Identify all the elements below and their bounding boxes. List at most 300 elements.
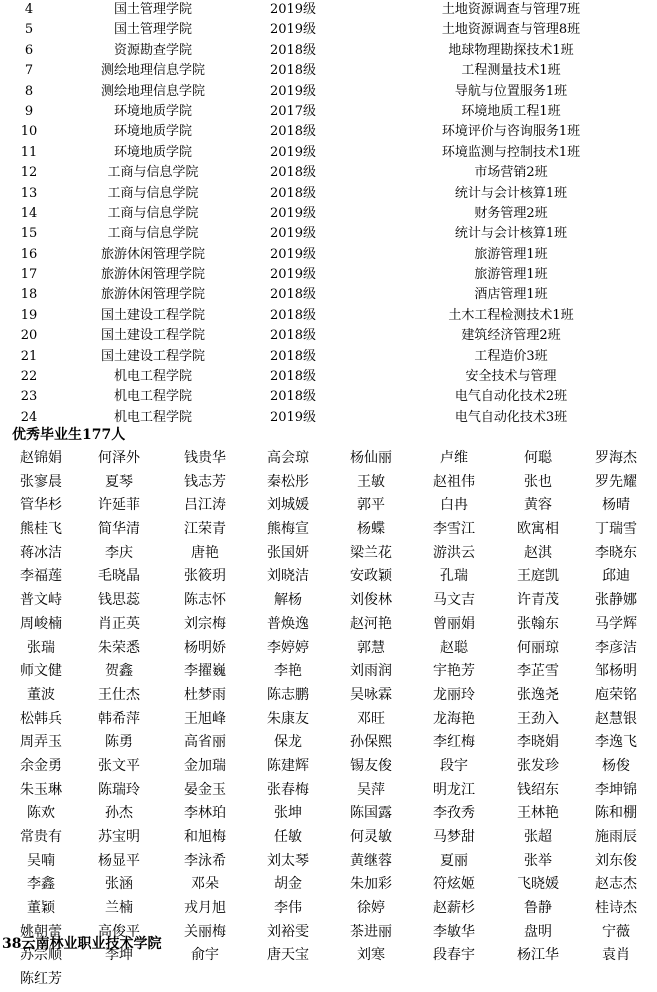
grade-cell: 2017级 — [269, 103, 317, 119]
graduate-name: 常贵有 — [20, 829, 62, 845]
graduate-name: 张寥晨 — [20, 473, 62, 490]
graduate-name: 张也 — [524, 473, 552, 490]
graduate-name: 李艳 — [274, 663, 302, 680]
graduate-name: 李泳希 — [184, 852, 226, 869]
row-number: 19 — [20, 307, 38, 323]
graduate-name: 简华清 — [98, 521, 140, 538]
graduate-name: 钱思蕊 — [98, 592, 140, 609]
grade-cell: 2019级 — [269, 246, 317, 262]
graduate-name: 兰楠 — [105, 900, 133, 917]
row-number: 22 — [20, 369, 38, 385]
graduate-name: 陈和棚 — [595, 805, 637, 822]
class-cell: 导航与位置服务1班 — [454, 83, 568, 99]
graduate-name: 朱玉琳 — [20, 781, 62, 798]
graduate-name: 松韩兵 — [20, 710, 62, 727]
row-number: 18 — [20, 287, 38, 303]
college-cell: 国土建设工程学院 — [100, 307, 205, 323]
graduate-name: 何泽外 — [98, 450, 140, 466]
graduate-name: 刘俊林 — [350, 592, 392, 609]
row-number: 20 — [20, 328, 38, 344]
graduate-name: 钱志芳 — [184, 473, 226, 490]
graduate-name: 朱荣悉 — [98, 639, 140, 656]
graduate-name: 刘晓洁 — [267, 568, 309, 585]
graduate-name: 张举 — [524, 852, 552, 869]
graduate-name: 肖正英 — [98, 615, 140, 632]
college-cell: 工商与信息学院 — [107, 165, 199, 181]
grade-cell: 2018级 — [269, 389, 317, 405]
row-number: 15 — [20, 226, 38, 242]
class-table — [0, 0, 657, 428]
graduate-name: 梁兰花 — [350, 544, 392, 561]
graduate-name: 曾丽娟 — [433, 615, 475, 632]
grade-cell: 2018级 — [269, 42, 317, 58]
table-row — [0, 143, 657, 163]
graduate-name: 邓朵 — [191, 876, 219, 893]
graduate-name: 飞晓媛 — [517, 876, 559, 893]
graduate-name: 李林珀 — [184, 805, 226, 822]
graduate-name: 李坤锦 — [595, 781, 637, 798]
grade-cell: 2019级 — [269, 22, 317, 38]
college-cell: 机电工程学院 — [113, 389, 192, 405]
graduate-name: 邹杨明 — [595, 663, 637, 680]
graduate-name: 夏丽 — [440, 852, 468, 869]
row-number: 6 — [24, 42, 34, 58]
table-row — [0, 163, 657, 183]
class-cell: 电气自动化技术2班 — [454, 389, 568, 405]
row-number: 24 — [20, 409, 38, 425]
row-number: 7 — [24, 63, 34, 79]
graduate-name: 宇艳芳 — [433, 663, 475, 680]
graduate-name: 白冉 — [440, 497, 468, 514]
class-cell: 土地资源调查与管理7班 — [441, 2, 581, 17]
graduate-name: 刘东俊 — [595, 852, 637, 869]
row-number: 10 — [20, 124, 38, 140]
graduate-name: 刘雨润 — [350, 663, 392, 680]
graduate-name: 江荣青 — [184, 521, 226, 538]
graduate-name: 李彦洁 — [595, 639, 637, 656]
graduate-name: 刘裕雯 — [267, 923, 309, 940]
graduate-name: 陈瑞玲 — [98, 781, 140, 798]
graduate-name: 秦松彤 — [267, 473, 309, 490]
grade-cell: 2019级 — [269, 2, 317, 17]
graduate-name: 许延菲 — [98, 497, 140, 514]
graduate-name: 陈建辉 — [267, 757, 309, 774]
class-cell: 旅游管理1班 — [474, 267, 548, 283]
graduate-name: 黄继蓉 — [350, 852, 392, 869]
table-row — [0, 204, 657, 224]
list-item — [0, 755, 657, 779]
graduate-name: 熊桂飞 — [20, 521, 62, 538]
class-cell: 安全技术与管理 — [465, 369, 557, 385]
table-row — [0, 61, 657, 81]
college-cell: 环境地质学院 — [113, 103, 192, 119]
graduate-name: 李庆 — [105, 544, 133, 561]
college-cell: 机电工程学院 — [113, 369, 192, 385]
grade-cell: 2019级 — [269, 226, 317, 242]
graduate-name: 赵薪杉 — [433, 900, 475, 917]
graduate-name: 罗先耀 — [595, 473, 637, 490]
college-cell: 环境地质学院 — [113, 144, 192, 160]
graduate-name: 明龙江 — [433, 781, 475, 798]
class-cell: 环境评价与咨询服务1班 — [441, 124, 581, 140]
graduate-name: 桂诗杰 — [595, 900, 637, 917]
grade-cell: 2018级 — [269, 165, 317, 181]
table-row — [0, 306, 657, 326]
graduate-name: 杜梦雨 — [184, 686, 226, 703]
graduate-name: 赵河艳 — [350, 615, 392, 632]
list-item — [0, 708, 657, 732]
graduate-name: 王庭凯 — [517, 568, 559, 585]
college-cell: 国土管理学院 — [113, 22, 192, 38]
graduate-name: 钱绍东 — [517, 781, 559, 798]
graduate-name: 董颖 — [27, 900, 55, 917]
grade-cell: 2019级 — [269, 409, 317, 425]
graduate-name: 赵慧银 — [595, 710, 637, 727]
class-cell: 财务管理2班 — [474, 205, 548, 221]
class-cell: 环境监测与控制技术1班 — [441, 144, 581, 160]
graduate-name: 欧寓相 — [517, 521, 559, 538]
graduate-name: 张逸尧 — [517, 686, 559, 703]
graduate-name: 戎月旭 — [184, 900, 226, 917]
graduate-name: 刘城媛 — [267, 497, 309, 514]
class-cell: 工程造价3班 — [474, 348, 548, 364]
row-number: 4 — [24, 2, 34, 17]
grade-cell: 2018级 — [269, 287, 317, 303]
list-item — [0, 873, 657, 897]
row-number: 5 — [24, 22, 34, 38]
graduate-name: 晏金玉 — [184, 781, 226, 798]
table-row — [0, 122, 657, 142]
graduate-name: 游洪云 — [433, 544, 475, 561]
graduate-name: 周弄玉 — [20, 734, 62, 751]
graduate-name: 杨晴 — [602, 497, 630, 514]
list-item — [0, 494, 657, 518]
graduate-name: 郭慧 — [357, 639, 385, 656]
graduate-name: 张瑞 — [27, 639, 55, 656]
graduate-name: 高省丽 — [184, 734, 226, 751]
list-item — [0, 518, 657, 542]
graduate-name: 茶进丽 — [350, 923, 392, 940]
list-item — [0, 542, 657, 566]
grade-cell: 2018级 — [269, 63, 317, 79]
graduate-name: 张文平 — [98, 757, 140, 774]
college-cell: 环境地质学院 — [113, 124, 192, 140]
graduate-name: 吴咏霖 — [350, 686, 392, 703]
table-row — [0, 184, 657, 204]
graduate-name: 李红梅 — [433, 734, 475, 751]
graduate-name: 李坤 — [105, 947, 133, 964]
college-cell: 工商与信息学院 — [107, 185, 199, 201]
grade-cell: 2018级 — [269, 124, 317, 140]
graduates-name-grid — [0, 447, 657, 992]
list-item — [0, 589, 657, 613]
graduate-name: 何聪 — [524, 450, 552, 466]
class-cell: 工程测量技术1班 — [461, 63, 561, 79]
table-row — [0, 0, 657, 20]
graduate-name: 金加瑞 — [184, 757, 226, 774]
graduate-name: 苏宝明 — [98, 829, 140, 845]
graduate-name: 朱加彩 — [350, 876, 392, 893]
graduate-name: 王旭峰 — [184, 710, 226, 727]
graduate-name: 和旭梅 — [184, 829, 226, 845]
graduate-name: 马梦甜 — [433, 829, 475, 845]
graduate-name: 李敏华 — [433, 923, 475, 940]
graduate-name: 钱贵华 — [184, 450, 226, 466]
row-number: 17 — [20, 267, 38, 283]
list-item — [0, 447, 657, 471]
graduate-name: 鲁静 — [524, 900, 552, 917]
graduate-name: 赵锦娟 — [20, 450, 62, 466]
graduate-name: 张超 — [524, 829, 552, 845]
graduate-name: 苏宗顺 — [20, 947, 62, 964]
graduate-name: 赵志杰 — [595, 876, 637, 893]
table-row — [0, 285, 657, 305]
graduate-name: 徐婷 — [357, 900, 385, 917]
list-item — [0, 850, 657, 874]
table-row — [0, 387, 657, 407]
graduate-name: 罗海杰 — [595, 450, 637, 466]
graduate-name: 蒋冰洁 — [20, 544, 62, 561]
class-cell: 电气自动化技术3班 — [454, 409, 568, 425]
graduate-name: 姚朝蕾 — [20, 923, 62, 940]
graduate-name: 李伟 — [274, 900, 302, 917]
list-item — [0, 660, 657, 684]
grade-cell: 2018级 — [269, 328, 317, 344]
table-row — [0, 41, 657, 61]
table-row — [0, 367, 657, 387]
class-cell: 地球物理勘探技术1班 — [448, 42, 574, 58]
class-cell: 统计与会计核算1班 — [454, 185, 568, 201]
graduate-name: 李晓娟 — [517, 734, 559, 751]
grade-cell: 2019级 — [269, 205, 317, 221]
row-number: 23 — [20, 389, 38, 405]
graduate-name: 吕江涛 — [184, 497, 226, 514]
graduate-name: 保龙 — [274, 734, 302, 751]
graduate-name: 唐天宝 — [267, 947, 309, 964]
graduate-name: 孔瑞 — [440, 568, 468, 585]
graduate-name: 杨显平 — [98, 852, 140, 869]
graduate-name: 丁瑞雪 — [595, 521, 637, 538]
graduate-name: 段春宇 — [433, 947, 475, 964]
college-cell: 工商与信息学院 — [107, 226, 199, 242]
college-cell: 国土建设工程学院 — [100, 328, 205, 344]
graduate-name: 朱康友 — [267, 710, 309, 727]
graduate-name: 张筱玥 — [184, 568, 226, 585]
table-row — [0, 224, 657, 244]
college-cell: 旅游休闲管理学院 — [100, 287, 205, 303]
college-cell: 国土建设工程学院 — [100, 348, 205, 364]
graduate-name: 胡金 — [274, 876, 302, 893]
row-number: 13 — [20, 185, 38, 201]
graduate-name: 普焕逸 — [267, 615, 309, 632]
graduate-name: 管华杉 — [20, 497, 62, 514]
graduate-name: 高俊平 — [98, 923, 140, 940]
college-cell: 国土管理学院 — [113, 2, 192, 17]
college-cell: 测绘地理信息学院 — [100, 83, 205, 99]
row-number: 8 — [24, 83, 34, 99]
graduate-name: 孙杰 — [105, 805, 133, 822]
table-row — [0, 347, 657, 367]
graduate-name: 锡友俊 — [350, 757, 392, 774]
grade-cell: 2018级 — [269, 348, 317, 364]
graduate-name: 王劲入 — [517, 710, 559, 727]
graduate-name: 庖荣铭 — [595, 686, 637, 703]
class-cell: 土木工程检测技术1班 — [448, 307, 574, 323]
graduate-name: 俞宇 — [191, 947, 219, 964]
graduate-name: 邱迪 — [602, 568, 630, 585]
graduate-name: 邓旺 — [357, 710, 385, 727]
graduate-name: 黄容 — [524, 497, 552, 514]
graduate-name: 王敏 — [357, 473, 385, 490]
grade-cell: 2018级 — [269, 369, 317, 385]
grade-cell: 2018级 — [269, 185, 317, 201]
graduate-name: 安政颖 — [350, 568, 392, 585]
table-row — [0, 265, 657, 285]
graduate-name: 贺鑫 — [105, 663, 133, 680]
row-number: 9 — [24, 103, 34, 119]
class-cell: 环境地质工程1班 — [461, 103, 561, 119]
row-number: 11 — [20, 144, 38, 160]
graduate-name: 李晓东 — [595, 544, 637, 561]
graduate-name: 许青茂 — [517, 592, 559, 609]
graduate-name: 施雨辰 — [595, 829, 637, 845]
graduate-name: 宁薇 — [602, 923, 630, 940]
row-number: 14 — [20, 205, 38, 221]
graduate-name: 毛晓晶 — [98, 568, 140, 585]
list-item — [0, 826, 657, 850]
college-cell: 机电工程学院 — [113, 409, 192, 425]
table-row — [0, 245, 657, 265]
graduate-name: 龙海艳 — [433, 710, 475, 727]
graduate-name: 吴萍 — [357, 781, 385, 798]
list-item — [0, 637, 657, 661]
list-item — [0, 802, 657, 826]
graduate-name: 吴喃 — [27, 852, 55, 869]
college-cell: 资源勘查学院 — [113, 42, 192, 58]
class-cell: 旅游管理1班 — [474, 246, 548, 262]
graduate-name: 孙保熙 — [350, 734, 392, 751]
graduate-name: 陈红芳 — [20, 971, 62, 988]
graduate-name: 杨蝶 — [357, 521, 385, 538]
graduate-name: 熊梅宣 — [267, 521, 309, 538]
graduate-name: 关丽梅 — [184, 923, 226, 940]
row-number: 21 — [20, 348, 38, 364]
graduate-name: 杨明娇 — [184, 639, 226, 656]
list-item — [0, 613, 657, 637]
list-item — [0, 471, 657, 495]
graduate-name: 陈志怀 — [184, 592, 226, 609]
class-cell: 建筑经济管理2班 — [461, 328, 561, 344]
graduate-name: 周峻楠 — [20, 615, 62, 632]
list-item — [0, 968, 657, 992]
graduate-name: 师文健 — [20, 663, 62, 680]
class-cell: 土地资源调查与管理8班 — [441, 22, 581, 38]
graduate-name: 陈欢 — [27, 805, 55, 822]
graduate-name: 普文峙 — [20, 592, 62, 609]
graduate-name: 王林艳 — [517, 805, 559, 822]
graduate-name: 唐艳 — [191, 544, 219, 561]
graduate-name: 李福莲 — [20, 568, 62, 585]
graduate-name: 王仕杰 — [98, 686, 140, 703]
graduate-name: 高会琼 — [267, 450, 309, 466]
graduate-name: 陈志鹏 — [267, 686, 309, 703]
graduate-name: 盘明 — [524, 923, 552, 940]
graduate-name: 李芷雪 — [517, 663, 559, 680]
graduate-name: 刘宗梅 — [184, 615, 226, 632]
table-row — [0, 102, 657, 122]
graduate-name: 张国妍 — [267, 544, 309, 561]
row-number: 16 — [20, 246, 38, 262]
graduate-name: 余金勇 — [20, 757, 62, 774]
graduate-name: 马学辉 — [595, 615, 637, 632]
graduate-name: 杨仙丽 — [350, 450, 392, 466]
graduate-name: 郭平 — [357, 497, 385, 514]
graduate-name: 韩希萍 — [98, 710, 140, 727]
graduate-name: 袁肖 — [602, 947, 630, 964]
graduate-name: 张发珍 — [517, 757, 559, 774]
table-row — [0, 20, 657, 40]
graduate-name: 何丽琼 — [517, 639, 559, 656]
table-row — [0, 82, 657, 102]
graduate-name: 张涵 — [105, 876, 133, 893]
graduate-name: 李擢巍 — [184, 663, 226, 680]
class-cell: 酒店管理1班 — [474, 287, 548, 303]
graduate-name: 赵淇 — [524, 544, 552, 561]
graduate-name: 杨江华 — [517, 947, 559, 964]
list-item — [0, 731, 657, 755]
graduate-name: 刘太琴 — [267, 852, 309, 869]
graduate-name: 卢维 — [440, 450, 468, 466]
class-cell: 市场营销2班 — [474, 165, 548, 181]
graduate-name: 马文吉 — [433, 592, 475, 609]
graduate-name: 张坤 — [274, 805, 302, 822]
graduate-name: 张春梅 — [267, 781, 309, 798]
graduate-name: 李孜秀 — [433, 805, 475, 822]
graduate-name: 任敏 — [274, 829, 302, 845]
graduate-name: 解杨 — [274, 592, 302, 609]
list-item — [0, 565, 657, 589]
school-section-title: 38云南林业职业技术学院 — [2, 936, 162, 952]
graduate-name: 李鑫 — [27, 876, 55, 893]
class-cell: 统计与会计核算1班 — [454, 226, 568, 242]
graduate-name: 赵聪 — [440, 639, 468, 656]
graduate-name: 陈国露 — [350, 805, 392, 822]
list-item — [0, 897, 657, 921]
graduate-name: 陈勇 — [105, 734, 133, 751]
graduate-name: 夏琴 — [105, 473, 133, 490]
graduate-name: 符炫姬 — [433, 876, 475, 893]
college-cell: 工商与信息学院 — [107, 205, 199, 221]
graduate-name: 杨俊 — [602, 757, 630, 774]
graduate-name: 何灵敏 — [350, 829, 392, 845]
graduate-name: 刘寒 — [357, 947, 385, 964]
college-cell: 旅游休闲管理学院 — [100, 246, 205, 262]
grade-cell: 2018级 — [269, 307, 317, 323]
grade-cell: 2019级 — [269, 267, 317, 283]
grade-cell: 2019级 — [269, 83, 317, 99]
graduate-name: 李逸飞 — [595, 734, 637, 751]
grade-cell: 2019级 — [269, 144, 317, 160]
graduate-name: 段宇 — [440, 757, 468, 774]
list-item — [0, 684, 657, 708]
graduate-name: 张翰东 — [517, 615, 559, 632]
graduate-name: 张静娜 — [595, 592, 637, 609]
list-item — [0, 779, 657, 803]
row-number: 12 — [20, 165, 38, 181]
graduate-name: 龙丽玲 — [433, 686, 475, 703]
college-cell: 旅游休闲管理学院 — [100, 267, 205, 283]
graduate-name: 赵祖伟 — [433, 473, 475, 490]
